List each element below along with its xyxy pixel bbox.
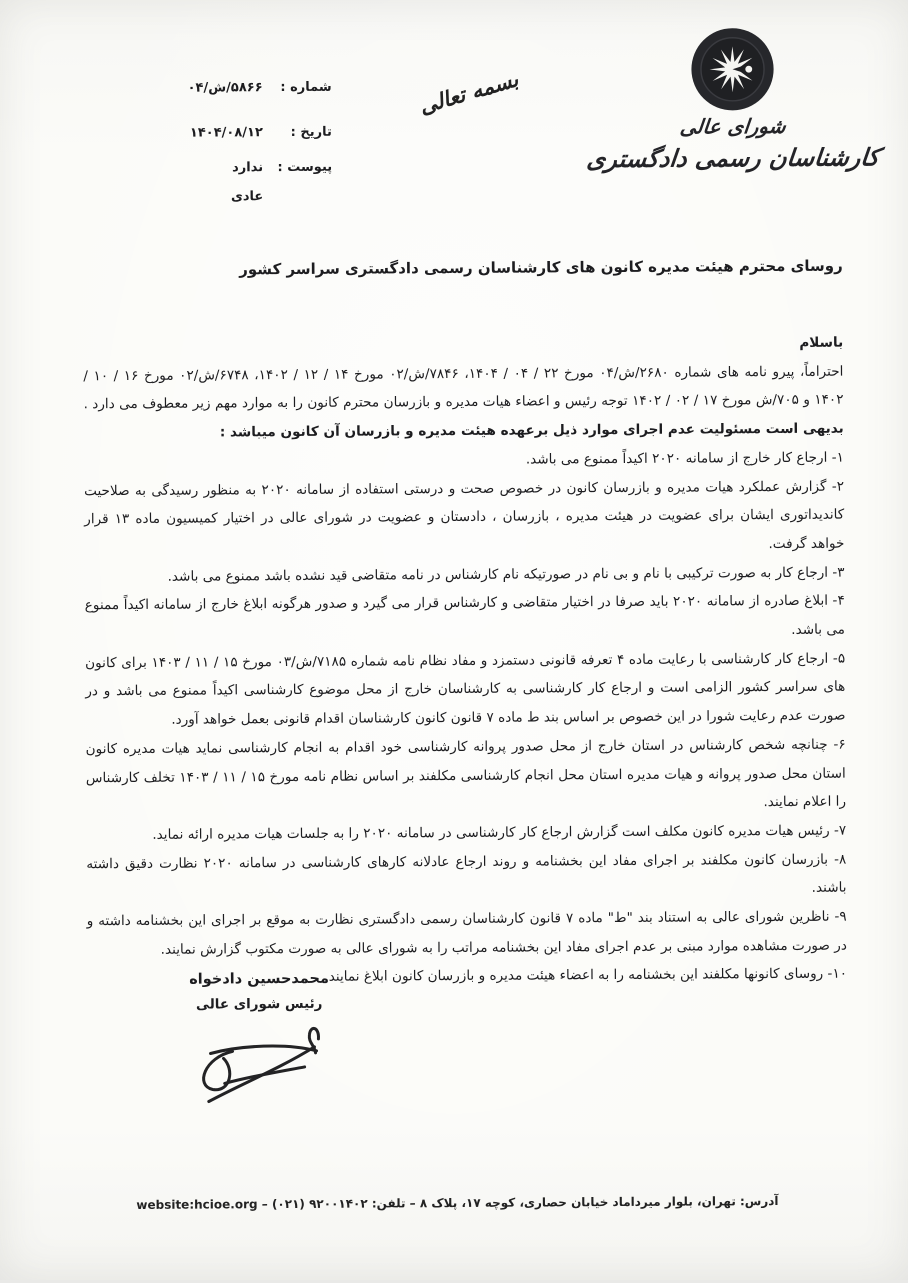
meta-field-row <box>82 77 332 101</box>
meta-field-label: تاریخ : <box>290 124 332 140</box>
directive-item: ۹- ناظرین شورای عالی به استناد بند "ط" ماده ۷ قانون کارشناسان رسمی دادگستری نظارت به موقع بر اجرای این بخشنامه داشته و در صورت مشاهده موارد مبنی بر عدم اجرای مفاد این بخشنامه مراتب را به شورای عالی به صورت مکتوب گزارش نمایند. <box>86 908 847 958</box>
directive-item: ۳- ارجاع کار به صورت ترکیبی با نام و بی نام در صورتیکه نام کارشناس در نامه متقاضی قید نشده باشد ممنوع می باشد. <box>167 564 845 585</box>
intro-paragraph <box>83 357 844 448</box>
letterhead-org-block <box>582 25 883 173</box>
council-sunburst-logo-icon <box>689 26 776 113</box>
letter-meta-block <box>82 77 333 181</box>
signer-title: رئیس شورای عالی <box>195 995 323 1013</box>
letter-body <box>83 329 847 994</box>
handwritten-signature <box>190 1013 341 1114</box>
directive-item: ۵- ارجاع کار کارشناسی با رعایت ماده ۴ تعرفه قانونی دستمزد و مفاد نظام نامه شماره ۷۱۸۵/ش/۰۳ مورخ ۱۵ / ۱۱ / ۱۴۰۳ برای کانون های سراسر کشور الزامی است و ارجاع کار کارشناسی به کارشناسان خارج از محل موضوع کارشناسی اکیداً ممنوع می باشد و در صورت عدم رعایت شورا در این خصوص بر اساس بند ط ماده ۷ قانون کانون کارشناسان اقدام قانونی بعمل خواهد آورد. <box>85 650 846 728</box>
meta-field-row <box>82 122 332 146</box>
footer-address: آدرس: تهران، بلوار میرداماد خیابان حصاری، کوچه ۱۷، پلاک ۸ – تلفن: ۹۲۰۰۱۴۰۲ (۰۲۱) – website:hcioe.org <box>136 1194 779 1212</box>
meta-field-row <box>82 157 332 181</box>
intro-text: احتراماً، پیرو نامه های شماره ۲۶۸۰/ش/۰۴ مورخ ۲۲ / ۰۴ / ۱۴۰۴، ۷۸۴۶/ش/۰۲ مورخ ۱۴ / ۱۲ / ۱۴۰۲، ۶۷۴۸/ش/۰۲ مورخ ۱۶ / ۱۰ / ۱۴۰۲ و ۷۰۵/ش مورخ ۱۷ / ۰۲ / ۱۴۰۲ توجه رئیس و اعضاء هیات مدیره و بازرسان محترم کانون را به موارد مهم زیر معطوف می دارد . <box>83 363 844 413</box>
salutation: باسلام <box>799 334 844 351</box>
signature-block <box>170 971 348 1013</box>
meta-field-value: ۱۴۰۴/۰۸/۱۲ <box>189 125 263 141</box>
directive-item: ۷- رئیس هیات مدیره کانون مکلف است گزارش ارجاع کار کارشناسی در سامانه ۲۰۲۰ را به جلسات هیات مدیره ارائه نماید. <box>152 822 847 843</box>
directive-item: ۶- چنانچه شخص کارشناس در استان خارج از محل صدور پروانه کارشناسی خود اقدام به انجام کارشناسی نماید هیات مدیره کانون استان محل صدور پروانه و هیات مدیره استان محل انجام کارشناسی مکلفند بر اساس نظام نامه مورخ ۱۵ / ۱۱ / ۱۴۰۳ تخلف کارشناس را اعلام نمایند. <box>85 736 847 811</box>
directive-item: ۴- ابلاغ صادره از سامانه ۲۰۲۰ باید صرفا در اختیار متقاضی و کارشناس قرار می گیرد و صدور هرگونه ابلاغ خارج از سامانه اکیداً ممنوع می باشد. <box>84 592 845 638</box>
intro-bold-text: بدیهی است مسئولیت عدم اجرای موارد ذیل برعهده هیئت مدیره و بازرسان آن کانون میباشد : <box>219 420 844 441</box>
directive-item: ۲- گزارش عملکرد هیات مدیره و بازرسان کانون در خصوص صحت و درستی استفاده از سامانه ۲۰۲۰ به منظور رسیدگی به صلاحیت کاندیداتوری ایشان برای عضویت در هیئت مدیره ، بازرسان ، دادستان و عضویت در شورای عالی در اختیار کمیسیون ماده ۱۳ قرار خواهد گرفت. <box>84 478 845 552</box>
recipient-heading: روسای محترم هیئت مدیره کانون های کارشناسان رسمی دادگستری سراسر کشور <box>239 256 843 279</box>
org-name-line1: شورای عالی <box>678 113 787 139</box>
meta-field-value: ۵۸۶۶/ش/۰۴ <box>187 80 263 96</box>
meta-field-label: پیوست : <box>277 159 333 176</box>
classification-label: عادی <box>230 189 264 205</box>
directive-item: ۸- بازرسان کانون مکلفند بر اجرای مفاد این بخشنامه و روند ارجاع عادلانه کارهای کارشناسی در سامانه ۲۰۲۰ نظارت دقیق داشته باشند. <box>86 851 847 897</box>
signer-name: محمدحسین دادخواه <box>189 970 329 988</box>
directive-item: ۱- ارجاع کار خارج از سامانه ۲۰۲۰ اکیداً ممنوع می باشد. <box>525 449 844 468</box>
meta-field-label: شماره : <box>280 79 332 96</box>
directives-list <box>84 443 847 993</box>
besmellah-calligraphy: بسمه تعالی <box>416 66 521 119</box>
meta-field-value: ندارد <box>232 160 264 176</box>
org-name-line2: کارشناسان رسمی دادگستری <box>585 142 881 174</box>
classification-row <box>82 182 332 210</box>
directive-item: ۱۰- روسای کانونها مکلفند این بخشنامه را به اعضاء هیئت مدیره و بازرسان کانون ابلاغ نمایند. <box>324 966 848 986</box>
